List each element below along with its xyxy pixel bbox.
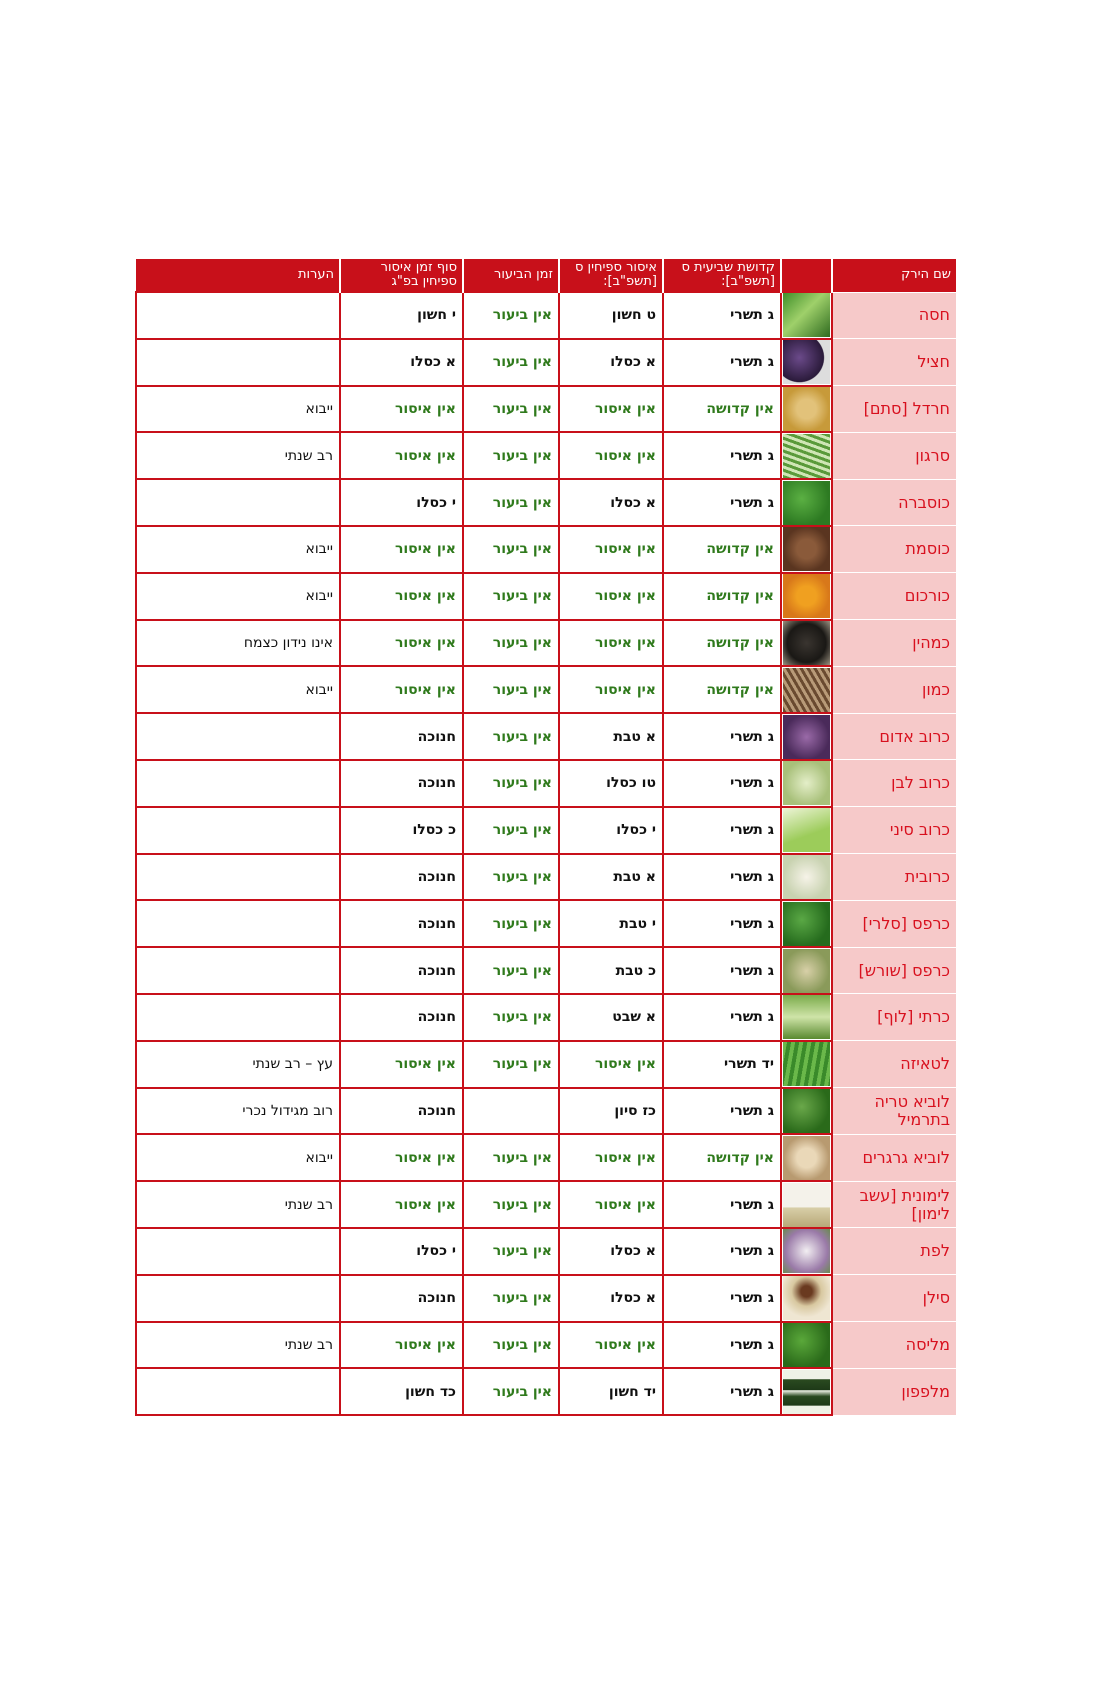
sof-zman-isur-cell: חנוכה: [340, 1088, 463, 1135]
sof-zman-isur-cell: חנוכה: [340, 900, 463, 947]
vegetable-image: [781, 1228, 832, 1275]
sof-zman-isur-cell: חנוכה: [340, 1275, 463, 1322]
vegetable-image: [781, 573, 832, 620]
red-cabbage-photo: [783, 715, 830, 759]
sof-zman-isur-cell: אין איסור: [340, 1181, 463, 1228]
sof-zman-isur-cell: אין איסור: [340, 1041, 463, 1088]
table-row: [136, 900, 956, 947]
turmeric-photo: [783, 574, 830, 618]
kedushat-sheviit-cell: ג תשרי: [663, 807, 781, 854]
table-row: [136, 666, 956, 713]
notes-cell: [136, 854, 340, 901]
kedushat-sheviit-cell: אין קדושה: [663, 386, 781, 433]
kedushat-sheviit-cell: אין קדושה: [663, 666, 781, 713]
cumin-photo: [783, 668, 830, 712]
isur-sfichin-cell: א טבת: [559, 854, 663, 901]
header-sof-zman-isur: סוף זמן איסור ספיחין בפ"ג: [340, 259, 463, 292]
kedushat-sheviit-cell: ג תשרי: [663, 1368, 781, 1415]
vegetable-name: סרגון: [832, 432, 956, 479]
vegetable-name: כרובית: [832, 854, 956, 901]
vegetable-image: [781, 666, 832, 713]
sof-zman-isur-cell: כ כסלו: [340, 807, 463, 854]
vegetable-name: חרדל [סתם]: [832, 386, 956, 433]
header-zman-biur: זמן הביעור: [463, 259, 559, 292]
notes-cell: ייבוא: [136, 386, 340, 433]
zman-biur-cell: אין ביעור: [463, 339, 559, 386]
kedushat-sheviit-cell: ג תשרי: [663, 713, 781, 760]
zman-biur-cell: אין ביעור: [463, 432, 559, 479]
vegetable-image: [781, 994, 832, 1041]
vegetable-name: כורכום: [832, 573, 956, 620]
isur-sfichin-cell: אין איסור: [559, 1041, 663, 1088]
isur-sfichin-cell: י כסלו: [559, 807, 663, 854]
sof-zman-isur-cell: י כסלו: [340, 1228, 463, 1275]
isur-sfichin-cell: א שבט: [559, 994, 663, 1041]
lovage-photo: [783, 1042, 830, 1086]
notes-cell: אינו נידון כצמח: [136, 620, 340, 667]
celery-root-photo: [783, 949, 830, 993]
zman-biur-cell: אין ביעור: [463, 526, 559, 573]
notes-cell: ייבוא: [136, 573, 340, 620]
kedushat-sheviit-cell: אין קדושה: [663, 1134, 781, 1181]
isur-sfichin-cell: אין איסור: [559, 432, 663, 479]
table-row: [136, 1088, 956, 1135]
kedushat-sheviit-cell: אין קדושה: [663, 573, 781, 620]
kedushat-sheviit-cell: יד תשרי: [663, 1041, 781, 1088]
vegetable-image: [781, 526, 832, 573]
produce-table: [135, 259, 956, 1416]
notes-cell: [136, 807, 340, 854]
chinese-cabbage-photo: [783, 808, 830, 852]
isur-sfichin-cell: טו כסלו: [559, 760, 663, 807]
sof-zman-isur-cell: אין איסור: [340, 620, 463, 667]
vegetable-image: [781, 432, 832, 479]
table-row: [136, 947, 956, 994]
coriander-photo: [783, 481, 830, 525]
table-row: [136, 1322, 956, 1369]
notes-cell: [136, 1368, 340, 1415]
isur-sfichin-cell: י טבת: [559, 900, 663, 947]
vegetable-image: [781, 1275, 832, 1322]
vegetable-name: כמהין: [832, 620, 956, 667]
header-isur-sfichin: איסור ספיחין ס [תשפ"ב]:: [559, 259, 663, 292]
zman-biur-cell: אין ביעור: [463, 1134, 559, 1181]
sof-zman-isur-cell: אין איסור: [340, 666, 463, 713]
cauliflower-photo: [783, 855, 830, 899]
kedushat-sheviit-cell: ג תשרי: [663, 432, 781, 479]
vegetable-image: [781, 620, 832, 667]
sof-zman-isur-cell: אין איסור: [340, 1134, 463, 1181]
vegetable-name: לוביא טריה בתרמיל: [832, 1088, 956, 1135]
vegetable-name: לוביא גרגרים: [832, 1134, 956, 1181]
isur-sfichin-cell: ט חשון: [559, 292, 663, 339]
header-kedushat-sheviit: קדושת שביעית ס [תשפ"ב]:: [663, 259, 781, 292]
table-header: [136, 259, 956, 292]
green-bean-photo: [783, 1089, 830, 1133]
kedushat-sheviit-cell: ג תשרי: [663, 339, 781, 386]
notes-cell: רב שנתי: [136, 432, 340, 479]
table-row: [136, 386, 956, 433]
sof-zman-isur-cell: אין איסור: [340, 526, 463, 573]
isur-sfichin-cell: יד חשון: [559, 1368, 663, 1415]
zman-biur-cell: אין ביעור: [463, 573, 559, 620]
notes-cell: רב שנתי: [136, 1322, 340, 1369]
notes-cell: [136, 760, 340, 807]
header-vegetable-name: שם הירק: [832, 259, 956, 292]
isur-sfichin-cell: א טבת: [559, 713, 663, 760]
notes-cell: [136, 292, 340, 339]
kedushat-sheviit-cell: ג תשרי: [663, 1088, 781, 1135]
vegetable-name: כרוב סיני: [832, 807, 956, 854]
table-row: [136, 526, 956, 573]
table-row: [136, 432, 956, 479]
kedushat-sheviit-cell: אין קדושה: [663, 526, 781, 573]
table-row: [136, 1275, 956, 1322]
vegetable-image: [781, 1134, 832, 1181]
table-row: [136, 479, 956, 526]
zman-biur-cell: אין ביעור: [463, 947, 559, 994]
vegetable-name: לימונית [עשב לימון]: [832, 1181, 956, 1228]
zman-biur-cell: אין ביעור: [463, 1322, 559, 1369]
vegetable-name: חסה: [832, 292, 956, 339]
zman-biur-cell: אין ביעור: [463, 1275, 559, 1322]
vegetable-image: [781, 947, 832, 994]
isur-sfichin-cell: א כסלו: [559, 479, 663, 526]
zman-biur-cell: אין ביעור: [463, 807, 559, 854]
zman-biur-cell: אין ביעור: [463, 292, 559, 339]
isur-sfichin-cell: אין איסור: [559, 620, 663, 667]
lemon-balm-photo: [783, 1323, 830, 1367]
kedushat-sheviit-cell: ג תשרי: [663, 900, 781, 947]
notes-cell: [136, 900, 340, 947]
notes-cell: ייבוא: [136, 526, 340, 573]
date-syrup-photo: [783, 1276, 830, 1320]
produce-table-sheet: [135, 259, 955, 1416]
sof-zman-isur-cell: חנוכה: [340, 713, 463, 760]
table-row: [136, 339, 956, 386]
isur-sfichin-cell: אין איסור: [559, 666, 663, 713]
sof-zman-isur-cell: חנוכה: [340, 854, 463, 901]
vegetable-name: חציל: [832, 339, 956, 386]
kedushat-sheviit-cell: ג תשרי: [663, 947, 781, 994]
notes-cell: [136, 339, 340, 386]
notes-cell: [136, 1275, 340, 1322]
isur-sfichin-cell: א כסלו: [559, 1228, 663, 1275]
sof-zman-isur-cell: אין איסור: [340, 573, 463, 620]
sof-zman-isur-cell: אין איסור: [340, 386, 463, 433]
notes-cell: ייבוא: [136, 1134, 340, 1181]
lemongrass-photo: [783, 1183, 830, 1227]
notes-cell: [136, 479, 340, 526]
vegetable-name: לטאיזה: [832, 1041, 956, 1088]
turnip-photo: [783, 1229, 830, 1273]
table-row: [136, 1134, 956, 1181]
truffle-photo: [783, 621, 830, 665]
isur-sfichin-cell: כ טבת: [559, 947, 663, 994]
table-row: [136, 994, 956, 1041]
isur-sfichin-cell: כז סיון: [559, 1088, 663, 1135]
notes-cell: [136, 713, 340, 760]
vegetable-image: [781, 1181, 832, 1228]
zman-biur-cell: [463, 1088, 559, 1135]
table-row: [136, 620, 956, 667]
kedushat-sheviit-cell: ג תשרי: [663, 479, 781, 526]
isur-sfichin-cell: אין איסור: [559, 1322, 663, 1369]
table-row: [136, 573, 956, 620]
sof-zman-isur-cell: חנוכה: [340, 994, 463, 1041]
table-row: [136, 1368, 956, 1415]
zman-biur-cell: אין ביעור: [463, 620, 559, 667]
zman-biur-cell: אין ביעור: [463, 994, 559, 1041]
sof-zman-isur-cell: אין איסור: [340, 432, 463, 479]
cucumber-photo: [783, 1370, 830, 1414]
zman-biur-cell: אין ביעור: [463, 760, 559, 807]
zman-biur-cell: אין ביעור: [463, 386, 559, 433]
tarragon-photo: [783, 434, 830, 478]
zman-biur-cell: אין ביעור: [463, 479, 559, 526]
vegetable-image: [781, 713, 832, 760]
notes-cell: עץ – רב שנתי: [136, 1041, 340, 1088]
vegetable-image: [781, 292, 832, 339]
vegetable-name: כרתי [לוף]: [832, 994, 956, 1041]
zman-biur-cell: אין ביעור: [463, 713, 559, 760]
sof-zman-isur-cell: חנוכה: [340, 760, 463, 807]
vegetable-name: מלפפון: [832, 1368, 956, 1415]
vegetable-image: [781, 339, 832, 386]
vegetable-name: סילן: [832, 1275, 956, 1322]
cowpea-photo: [783, 1136, 830, 1180]
header-notes: הערות: [136, 259, 340, 292]
notes-cell: [136, 1228, 340, 1275]
eggplant-photo: [783, 340, 830, 384]
white-cabbage-photo: [783, 761, 830, 805]
kedushat-sheviit-cell: ג תשרי: [663, 1228, 781, 1275]
isur-sfichin-cell: אין איסור: [559, 1181, 663, 1228]
vegetable-name: כוסברה: [832, 479, 956, 526]
zman-biur-cell: אין ביעור: [463, 1228, 559, 1275]
table-row: [136, 292, 956, 339]
notes-cell: רב שנתי: [136, 1181, 340, 1228]
mustard-seed-photo: [783, 387, 830, 431]
header-image: [781, 259, 832, 292]
vegetable-name: כמון: [832, 666, 956, 713]
vegetable-image: [781, 1088, 832, 1135]
table-row: [136, 1041, 956, 1088]
isur-sfichin-cell: א כסלו: [559, 339, 663, 386]
vegetable-name: כרוב אדום: [832, 713, 956, 760]
vegetable-image: [781, 1041, 832, 1088]
table-body: [136, 292, 956, 1415]
vegetable-name: כרפס [סלרי]: [832, 900, 956, 947]
vegetable-name: מליסה: [832, 1322, 956, 1369]
zman-biur-cell: אין ביעור: [463, 854, 559, 901]
kedushat-sheviit-cell: ג תשרי: [663, 1275, 781, 1322]
vegetable-image: [781, 900, 832, 947]
table-row: [136, 713, 956, 760]
vegetable-image: [781, 386, 832, 433]
isur-sfichin-cell: אין איסור: [559, 573, 663, 620]
notes-cell: רוב מגידול נכרי: [136, 1088, 340, 1135]
isur-sfichin-cell: אין איסור: [559, 1134, 663, 1181]
notes-cell: [136, 947, 340, 994]
zman-biur-cell: אין ביעור: [463, 900, 559, 947]
sof-zman-isur-cell: י חשון: [340, 292, 463, 339]
vegetable-image: [781, 854, 832, 901]
kedushat-sheviit-cell: ג תשרי: [663, 760, 781, 807]
vegetable-image: [781, 1322, 832, 1369]
celery-photo: [783, 902, 830, 946]
buckwheat-photo: [783, 527, 830, 571]
zman-biur-cell: אין ביעור: [463, 1041, 559, 1088]
vegetable-name: כרפס [שורש]: [832, 947, 956, 994]
kedushat-sheviit-cell: ג תשרי: [663, 1322, 781, 1369]
isur-sfichin-cell: אין איסור: [559, 526, 663, 573]
sof-zman-isur-cell: חנוכה: [340, 947, 463, 994]
table-row: [136, 1228, 956, 1275]
table-row: [136, 760, 956, 807]
vegetable-name: לפת: [832, 1228, 956, 1275]
notes-cell: ייבוא: [136, 666, 340, 713]
kedushat-sheviit-cell: אין קדושה: [663, 620, 781, 667]
sof-zman-isur-cell: י כסלו: [340, 479, 463, 526]
notes-cell: [136, 994, 340, 1041]
vegetable-image: [781, 1368, 832, 1415]
vegetable-image: [781, 807, 832, 854]
table-row: [136, 854, 956, 901]
isur-sfichin-cell: א כסלו: [559, 1275, 663, 1322]
zman-biur-cell: אין ביעור: [463, 1181, 559, 1228]
kedushat-sheviit-cell: ג תשרי: [663, 1181, 781, 1228]
leek-photo: [783, 995, 830, 1039]
isur-sfichin-cell: אין איסור: [559, 386, 663, 433]
vegetable-image: [781, 479, 832, 526]
vegetable-image: [781, 760, 832, 807]
kedushat-sheviit-cell: ג תשרי: [663, 292, 781, 339]
vegetable-name: כרוב לבן: [832, 760, 956, 807]
kedushat-sheviit-cell: ג תשרי: [663, 854, 781, 901]
zman-biur-cell: אין ביעור: [463, 1368, 559, 1415]
sof-zman-isur-cell: א כסלו: [340, 339, 463, 386]
vegetable-name: כוסמת: [832, 526, 956, 573]
kedushat-sheviit-cell: ג תשרי: [663, 994, 781, 1041]
table-row: [136, 1181, 956, 1228]
sof-zman-isur-cell: כד חשון: [340, 1368, 463, 1415]
lettuce-photo: [783, 293, 830, 337]
sof-zman-isur-cell: אין איסור: [340, 1322, 463, 1369]
zman-biur-cell: אין ביעור: [463, 666, 559, 713]
table-row: [136, 807, 956, 854]
